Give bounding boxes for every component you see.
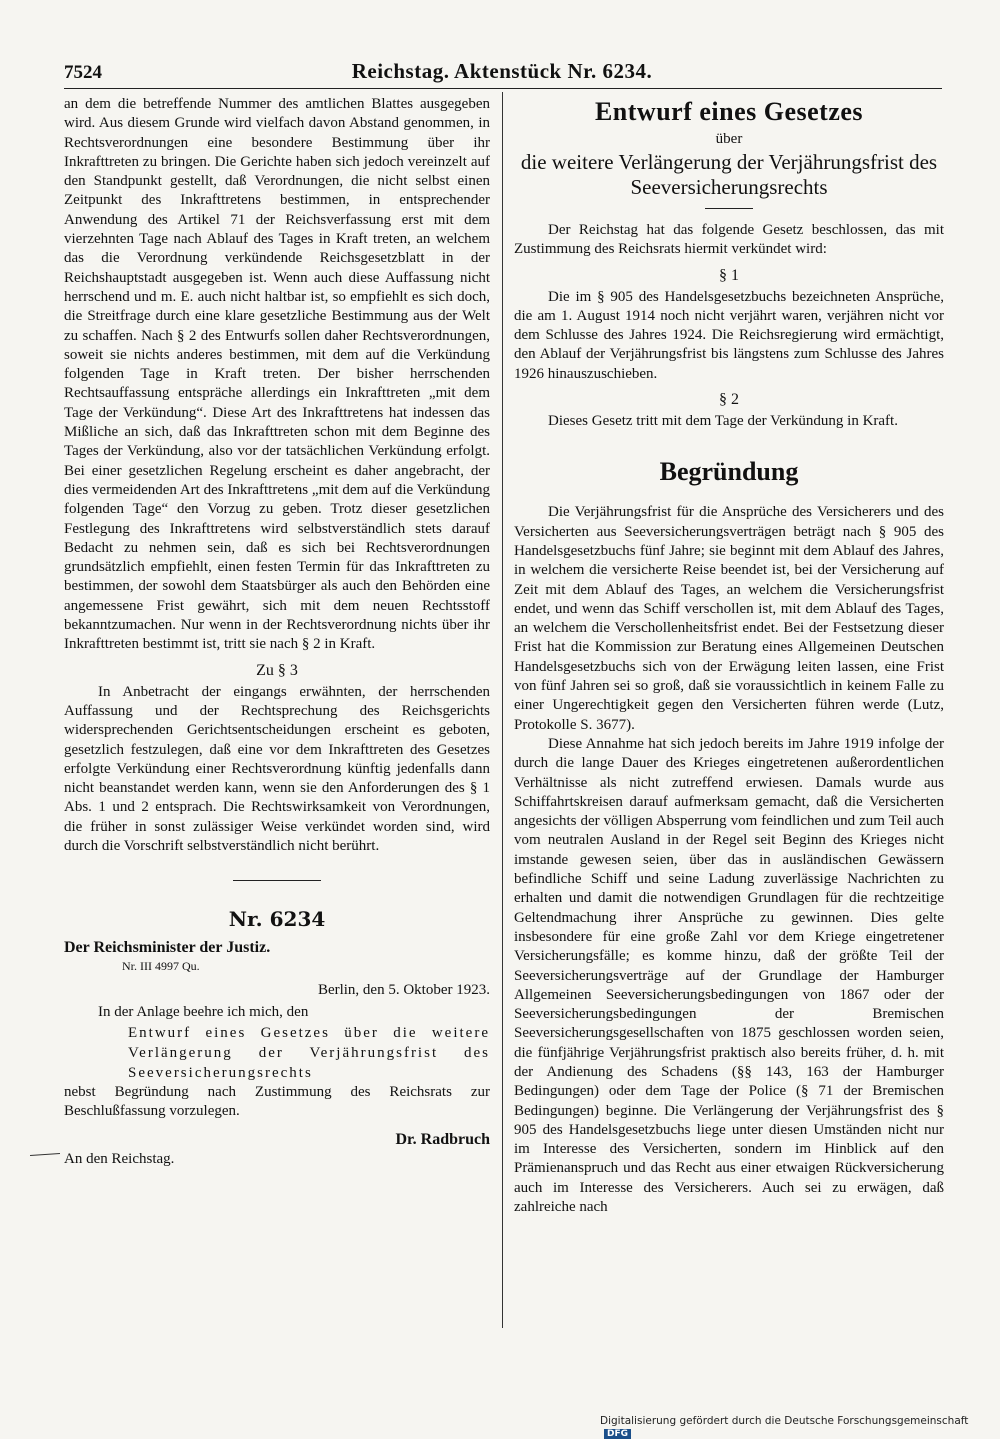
bill-subtitle: die weitere Verlängerung der Verjährungsfrist des Seeversicherungsrechts bbox=[520, 150, 938, 199]
document-number-heading: Nr. 6234 bbox=[228, 907, 326, 932]
dfg-logo: DFG bbox=[604, 1429, 631, 1439]
begruendung-paragraph-2: Diese Annahme hat sich jedoch bereits im Jahre 1919 infolge der durch die lange Dauer des Krieges eingetretenen außerordentlichen Verhältnisse als nicht zutreffend erwiesen. Damals wurde aus Schiffahrtskreisen darauf aufmerksam gemacht, daß die Versicherten angesichts der völligen Absperrung vom feindlichen und zum Teil auch vom neutralen Ausland in der Regel seit Beginn des Krieges nicht imstande gewesen seien, über das in ausländischen Gewässern befindliche Schiff und seine Ladung zuverlässige Nachrichten zu erhalten und damit die notwendigen Grundlagen für die rechtzeitige Geltendmachung ihrer Ansprüche zu gewinnen. Dies gelte insbesondere für eine große Zahl vor dem Kriege eingetretener Versicherungsfälle; es komme hinzu, daß der größte Teil der Seeversicherungsverträge auf der Grundlage der Hamburger Allgemeinen Seeversicherungsbedingungen von 1867 oder der Seeversicherungsbedingungen der Bremischen Seeversicherungsgesellschaften von 1875 geschlossen worden seien, die fünfjährige Verjährungsfrist praktisch also bereits früher, d. h. mit der Andienung des Schadens (§§ 143, 163 der Hamburger Bedingungen) oder dem Tage der Police (§ 71 der Bremischen Bedingungen) beginne. Die Verlängerung der Verjährungsfrist des § 905 des Handelsgesetzbuchs liege unter diesen Umständen nicht nur im Interesse des Versicherten, sondern im Hinblick auf den Prämienanspruch und das Recht aus einer etwaigen Rückversicherung auch im Interesse des Versicherers. Auch sei zu erwägen, daß zahlreiche nach bbox=[514, 735, 944, 1216]
credit-text: Digitalisierung gefördert durch die Deutsche Forschungsgemeinschaft bbox=[600, 1415, 969, 1427]
sender-line: Der Reichsminister der Justiz. bbox=[64, 939, 271, 957]
digitization-credit bbox=[600, 1415, 1000, 1439]
section-divider bbox=[233, 880, 321, 881]
letter-bill-title: Entwurf eines Gesetzes über die weitere Verlängerung der Verjährungsfrist des Seeversicherungsrechts bbox=[128, 1024, 490, 1081]
reference-number: Nr. III 4997 Qu. bbox=[122, 959, 200, 974]
left-column bbox=[64, 95, 490, 1168]
right-column bbox=[514, 95, 944, 1217]
margin-mark bbox=[30, 1153, 60, 1156]
begruendung-title: Begründung bbox=[659, 457, 799, 487]
letter-intro: In der Anlage beehre ich mich, den bbox=[98, 1004, 309, 1021]
page-number: 7524 bbox=[64, 62, 102, 83]
page-header bbox=[64, 58, 942, 84]
enactment-clause: Der Reichstag hat das folgende Gesetz beschlossen, das mit Zustimmung des Reichsrats hiermit verkündet wird: bbox=[514, 222, 944, 258]
running-title: Reichstag. Aktenstück Nr. 6234. bbox=[351, 59, 653, 83]
section-1-text: Die im § 905 des Handelsgesetzbuchs bezeichneten Ansprüche, die am 1. August 1914 noch nicht verjährt waren, verjähren nicht vor dem Schlusse des Jahres 1924. Die Reichsregierung wird ermächtigt, den Ablauf der Verjährungsfrist bis längstens zum Schlusse des Jahres 1926 hinauszuschieben. bbox=[514, 288, 944, 382]
bill-ueber: über bbox=[715, 131, 743, 147]
left-paragraph-1: an dem die betreffende Nummer des amtlichen Blattes ausgegeben wird. Aus diesem Grunde wird vielfach davon Abstand genommen, in Rechtsverordnungen eine besondere Bestimmung über ihr Inkrafttreten zu bringen. Die Gerichte haben sich jedoch vereinzelt auf den Standpunkt gestellt, daß Verordnungen, die nicht selbst einen Zeitpunkt des Inkrafttretens bestimmen, in entsprechender Anwendung des Artikel 71 der Reichsverfassung erst mit dem vierzehnten Tage nach Ablauf des Tages in Kraft treten, an welchem das die Verordnung verkündende Reichsgesetzblatt in der Reichshauptstadt ausgegeben ist. Wenn auch diese Auffassung nicht herrschend und m. E. auch nicht haltbar ist, so empfiehlt es sich doch, die Streitfrage durch eine klare gesetzliche Bestimmung aus der Welt zu schaffen. Nach § 2 des Entwurfs sollen daher Rechtsverordnungen, soweit sie nichts anderes bestimmen, mit dem auf die Verkündung folgenden Tage in Kraft treten. Der bisher herrschenden Rechtsauffassung entspräche allerdings ein Inkrafttreten „mit dem Tage der Verkündung“. Diese Art des Inkrafttretens hat indessen das Mißliche an sich, daß das Inkrafttreten schon mit dem Beginne des Tages der Verkündung, also vor der tatsächlichen Verkündung erfolgt. Bei einer gesetzlichen Regelung erscheint es daher angebracht, der dies vermeidenden Art des Inkrafttretens „mit dem auf die Verkündung folgenden Tage“ den Vorzug zu geben. Trotz dieser gesetzlichen Festlegung des Inkrafttretens wird selbstverständlich stets darauf Bedacht zu nehmen sein, daß es sich bei Rechtsverordnungen grundsätzlich empfiehlt, einen festen Termin für das Inkrafttreten zu bestimmen, der sowohl dem Staatsbürger als auch den Behörden eine angemessene Frist gewährt, sich mit dem neuen Rechtsstoff bekanntzumachen. Nur wenn in der Rechtsverordnung nichts über ihr Inkrafttreten bestimmt ist, tritt sie nach § 2 in Kraft. bbox=[64, 96, 490, 653]
header-rule bbox=[64, 88, 942, 89]
section-2-text: Dieses Gesetz tritt mit dem Tage der Verkündung in Kraft. bbox=[548, 413, 898, 430]
section-heading-1: § 1 bbox=[719, 266, 739, 284]
column-divider bbox=[502, 92, 503, 1328]
letter-close: nebst Begründung nach Zustimmung des Reichsrats zur Beschlußfassung vorzulegen. bbox=[64, 1083, 490, 1119]
section-heading-zu-3: Zu § 3 bbox=[256, 661, 298, 679]
date-line: Berlin, den 5. Oktober 1923. bbox=[317, 982, 490, 999]
section-heading-2: § 2 bbox=[719, 391, 739, 409]
title-divider bbox=[705, 208, 753, 209]
left-paragraph-2: In Anbetracht der eingangs erwähnten, der herrschenden Auffassung und der Rechtsprechung des Reichsgerichts widersprechenden Gerichtsentscheidungen erscheint es geboten, gesetzlich festzulegen, daß eine vor dem Inkrafttreten des Gesetzes erfolgte Verkündung einer Rechtsverordnung künftig jedenfalls dann nicht beanstandet werden kann, wenn sie den Anforderungen des § 1 Abs. 1 und 2 entsprach. Die Rechtswirksamkeit von Verordnungen, die früher in sonst zulässiger Weise verkündet worden sind, wird durch die Vorschrift selbstverständlich nicht berührt. bbox=[64, 683, 490, 854]
signature: Dr. Radbruch bbox=[395, 1131, 490, 1149]
bill-title: Entwurf eines Gesetzes bbox=[594, 97, 864, 126]
begruendung-paragraph-1: Die Verjährungsfrist für die Ansprüche des Versicherers und des Versicherten aus Seeversicherungsverträgen beträgt nach § 905 des Handelsgesetzbuchs fünf Jahre; sie beginnt mit dem Ablauf des Jahres, in welchem die versicherte Reise beendet ist, bei der Versicherung auf Zeit mit dem Ablauf des Tages, an welchem die Versicherungsfrist endet, und wenn das Schiff verschollen ist, mit dem Ablauf des Tages, an welchem die Verschollenheitsfrist endet. Bei der Festsetzung dieser Frist hat die Kommission zur Beratung eines Allgemeinen Deutschen Handelsgesetzbuchs sich von der Erwägung leiten lassen, eine Frist von fünf Jahren sei so groß, daß sie voraussichtlich in keinem Falle zu einer Ungerechtigkeit gegen den Versicherten führen werde (Lutz, Protokolle S. 3677). bbox=[514, 504, 944, 733]
addressee: An den Reichstag. bbox=[64, 1151, 175, 1168]
